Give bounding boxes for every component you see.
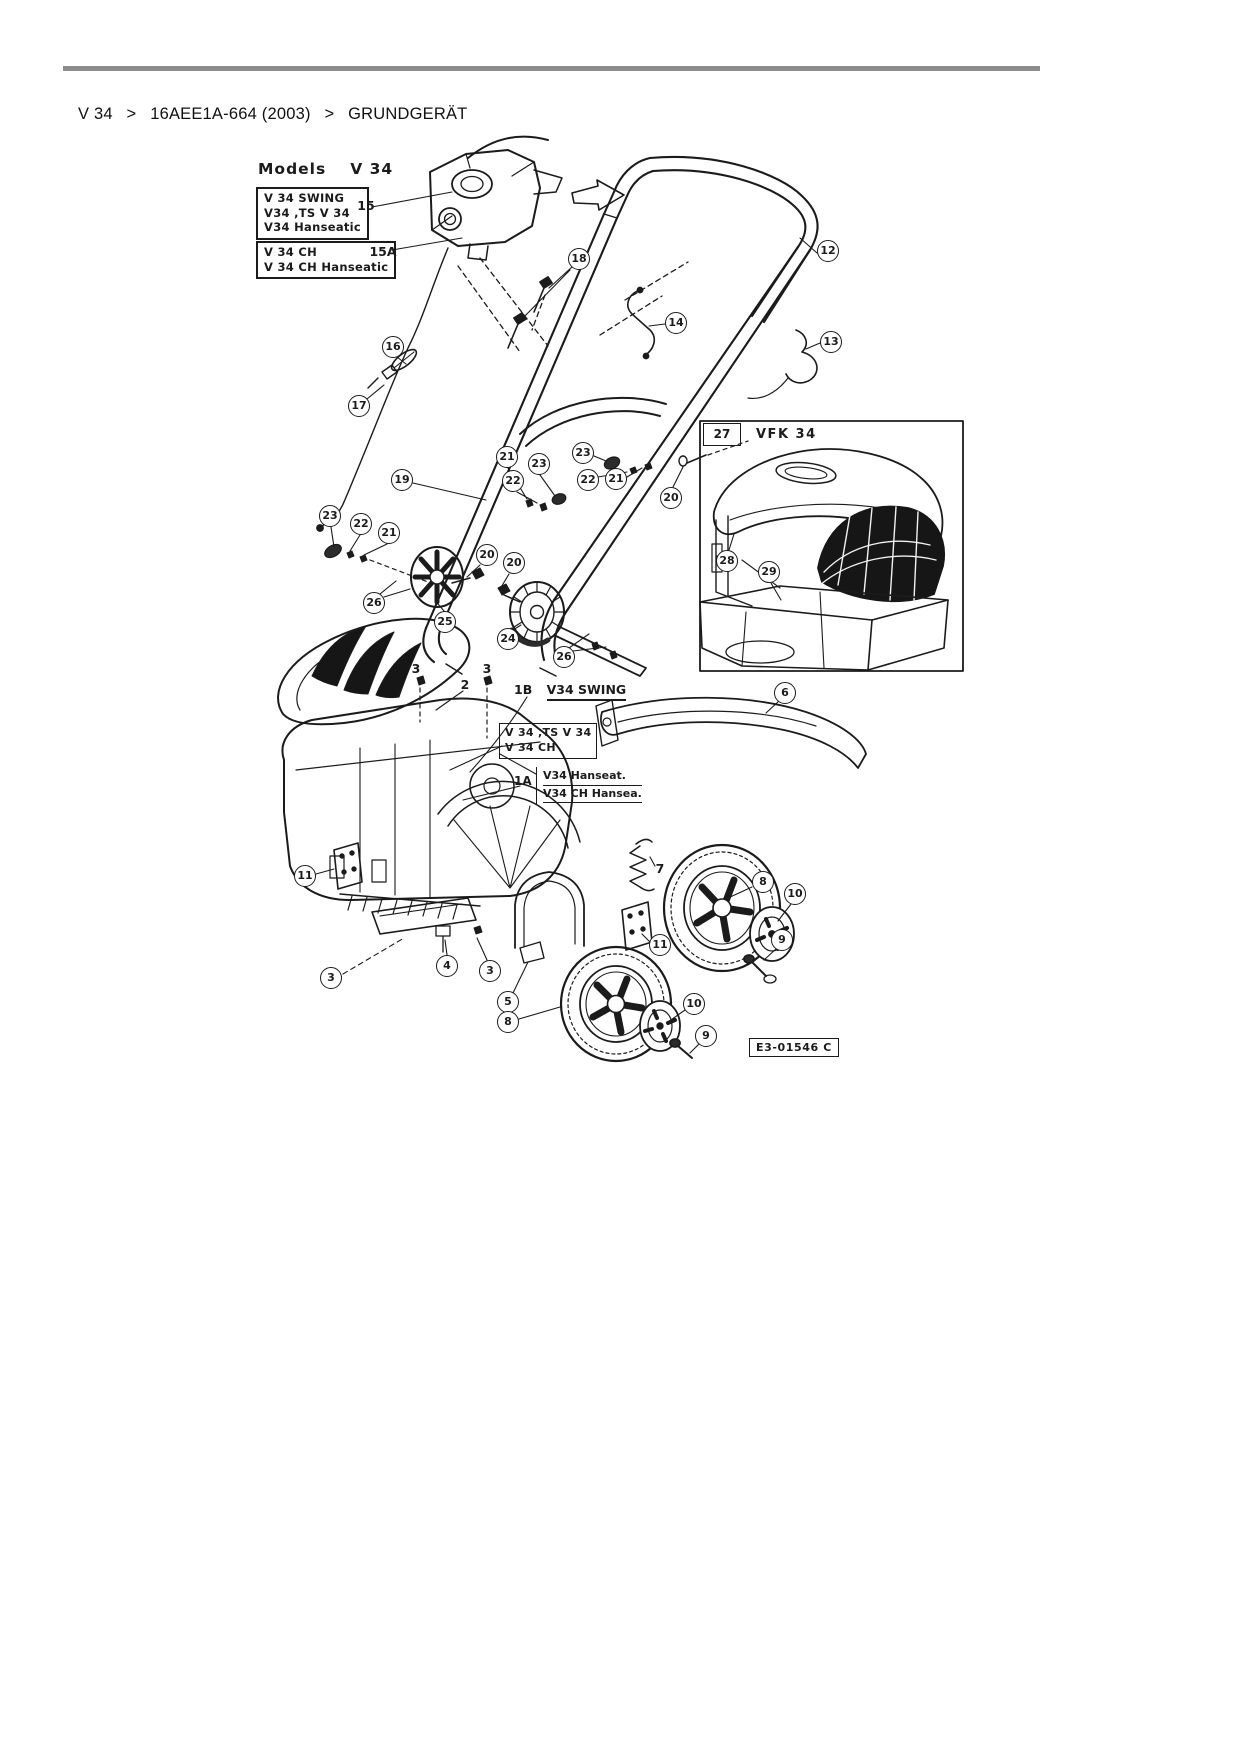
part-callout-17-4: 17: [348, 395, 370, 417]
part-callout-21-9: 21: [378, 522, 400, 544]
part-callout-3-40: 3: [411, 660, 421, 676]
part-callout-18-5: 18: [568, 248, 590, 270]
part-callout-15-38: 15: [357, 197, 375, 213]
part-callout-2-42: 2: [460, 676, 470, 692]
part-callout-3-32: 3: [479, 960, 501, 982]
models-heading-label: Models: [258, 160, 327, 178]
breadcrumb-item-model[interactable]: V 34: [78, 105, 113, 123]
variant-box-line: V34 Hanseat.: [543, 768, 642, 786]
part-callout-22-8: 22: [350, 513, 372, 535]
model-box-line: V 34 SWING: [264, 191, 345, 205]
part-callout-10-27: 10: [784, 883, 806, 905]
part-callout-15A-39: 15A: [369, 243, 397, 259]
part-callout-26-21: 26: [363, 592, 385, 614]
cable-and-fasteners: [317, 243, 817, 562]
vfk-inset-drawing: [700, 421, 963, 671]
model-box-line: V 34 CH Hanseatic: [264, 259, 389, 274]
part-callout-11-30: 11: [294, 865, 316, 887]
model-box-line: V34 ,TS V 34: [264, 205, 350, 220]
part-callout-21-15: 21: [605, 468, 627, 490]
breadcrumb-item-serial[interactable]: 16AEE1A-664 (2003): [150, 105, 311, 123]
part-callout-23-13: 23: [572, 442, 594, 464]
breadcrumb-separator: >: [126, 105, 137, 123]
inset-part-number: 27: [703, 423, 741, 446]
part-callout-14-2: 14: [665, 312, 687, 334]
part-callout-9-28: 9: [771, 929, 793, 951]
part-callout-23-7: 23: [319, 505, 341, 527]
part-callout-24-20: 24: [497, 628, 519, 650]
breadcrumb-separator: >: [324, 105, 335, 123]
model-box-line: V34 Hanseatic: [264, 220, 362, 235]
part-callout-6-25: 6: [774, 682, 796, 704]
part-callout-19-6: 19: [391, 469, 413, 491]
part-callout-3-41: 3: [482, 660, 492, 676]
part-callout-5-34: 5: [497, 991, 519, 1013]
part-callout-12-0: 12: [817, 240, 839, 262]
part-callout-20-17: 20: [476, 544, 498, 566]
variant-swing-label: [514, 682, 626, 701]
part-callout-4-31: 4: [436, 955, 458, 977]
variant-box-line: V 34 ,TS V 34: [505, 726, 592, 739]
part-callout-25-19: 25: [434, 611, 456, 633]
variant-box-line: V34 CH Hansea.: [543, 786, 642, 804]
part-callout-7-43: 7: [655, 860, 665, 876]
part-callout-28-23: 28: [716, 550, 738, 572]
model-box-swing: [256, 187, 369, 240]
breadcrumb-item-section[interactable]: GRUNDGERÄT: [348, 105, 468, 123]
part-callout-8-26: 8: [752, 871, 774, 893]
part-callout-11-29: 11: [649, 934, 671, 956]
part-callout-22-11: 22: [502, 470, 524, 492]
part-callout-13-1: 13: [820, 331, 842, 353]
variant-swing-text: V34 SWING: [547, 682, 627, 701]
part-callout-22-14: 22: [577, 469, 599, 491]
part-callout-8-35: 8: [497, 1011, 519, 1033]
part-callout-3-33: 3: [320, 967, 342, 989]
models-heading-value: V 34: [350, 160, 394, 178]
variant-hanseatic-prefix: 1A: [514, 774, 532, 788]
part-callout-20-16: 20: [660, 487, 682, 509]
part-callout-21-10: 21: [496, 446, 518, 468]
variant-hanseatic-box: [536, 767, 646, 804]
leader-lines: [316, 192, 820, 1053]
model-box-line: V 34 CH: [264, 245, 318, 259]
models-heading: [258, 160, 393, 179]
part-callout-20-18: 20: [503, 552, 525, 574]
drawing-code: E3-01546 C: [749, 1038, 839, 1057]
inset-title: VFK 34: [756, 427, 817, 442]
part-callout-16-3: 16: [382, 336, 404, 358]
variant-ts-ch-box: [499, 723, 597, 759]
variant-box-line: V 34 CH: [505, 740, 556, 754]
part-callout-9-37: 9: [695, 1025, 717, 1047]
part-callout-29-24: 29: [758, 561, 780, 583]
variant-swing-prefix: 1B: [514, 682, 533, 697]
part-callout-26-22: 26: [553, 646, 575, 668]
part-callout-10-36: 10: [683, 993, 705, 1015]
part-callout-23-12: 23: [528, 453, 550, 475]
